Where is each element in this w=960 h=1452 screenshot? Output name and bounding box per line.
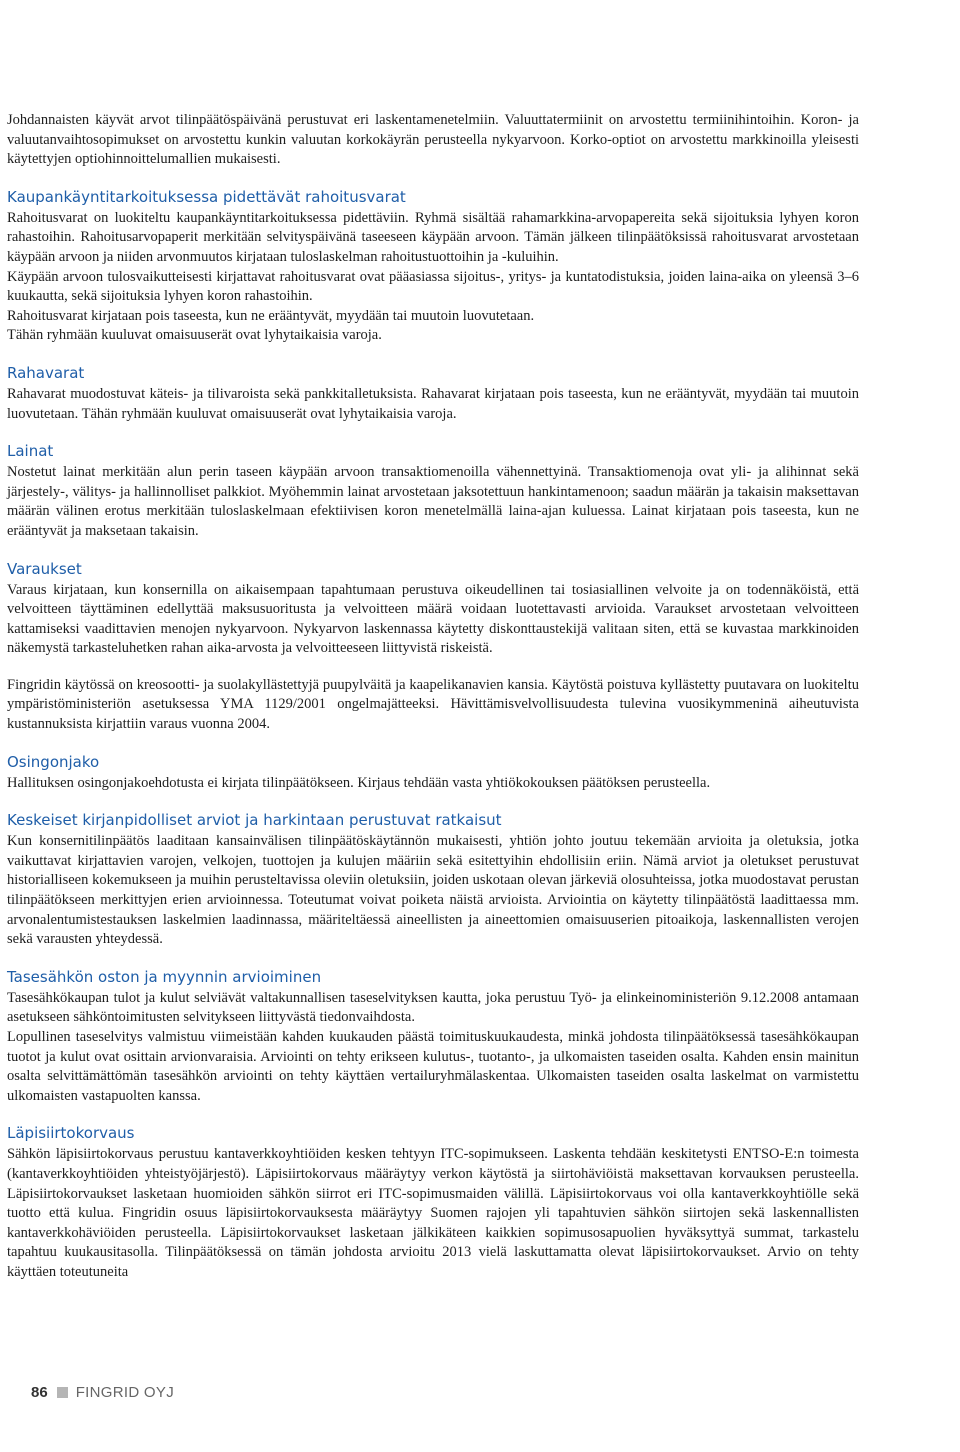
body-paragraph: Lopullinen taseselvitys valmistuu viimeistään kahden kuukauden päästä toimituskuukaudesta, minkä johdosta tilinpäätöksessä tasesähkökaupan tuotot ja kulut ovat osittain arvionvaraisia. Arviointi on tehty erikseen kulutus-, tuotanto-, ja ulkomaisten taseiden osalta. Kahden ensin mainitun osalta selvittämättömän tasesähkön arviointi on tehty käyttäen vertailuryhmälaskentaa. Ulkomaisten taseiden osalta laskelmat on varmistettu ulkomaisten vastapuolten kanssa. [7, 1029, 859, 1104]
section-imbalance-power [7, 967, 859, 1107]
section-provisions [7, 559, 859, 735]
body-paragraph: Käypään arvoon tulosvaikutteisesti kirjattavat rahoitusvarat ovat pääasiassa sijoitus-, yritys- ja kuntatodistuksia, joiden laina-aika on yleensä 3–6 kuukautta, sekä sijoituksia lyhyen koron rahastoihin. [7, 268, 859, 305]
section-heading: Rahavarat [7, 363, 85, 382]
page-footer [31, 1384, 174, 1401]
section-heading: Keskeiset kirjanpidolliset arviot ja harkintaan perustuvat ratkaisut [7, 811, 502, 830]
square-icon [57, 1387, 68, 1398]
body-paragraph: Rahoitusvarat kirjataan pois taseesta, kun ne erääntyvät, myydään tai muutoin luovutetaan. [7, 307, 535, 324]
section-cash [7, 363, 859, 424]
body-paragraph: Rahoitusvarat on luokiteltu kaupankäyntitarkoituksessa pidettäviin. Ryhmä sisältää rahamarkkina-arvopapereita sekä sijoituksia lyhyen koron rahastoihin. Rahoitusarvopaperit merkitään selvityspäivänä taseeseen käypään arvoon. Tämän jälkeen tilinpäätöksissä rahoitusvarat arvostetaan käypään arvoon ja niiden arvonmuutos kirjataan tuloslaskelman rahoitustuottoihin ja -kuluihin. [7, 209, 859, 265]
body-paragraph: Hallituksen osingonjakoehdotusta ei kirjata tilinpäätökseen. Kirjaus tehdään vasta yhtiökokouksen päätöksen perusteella. [7, 774, 711, 791]
section-loans [7, 441, 859, 541]
section-estimates [7, 810, 859, 950]
body-paragraph: Tähän ryhmään kuuluvat omaisuuserät ovat lyhytaikaisia varoja. [7, 327, 382, 344]
section-trading-assets [7, 187, 859, 346]
document-body [7, 111, 859, 1283]
section-heading: Läpisiirtokorvaus [7, 1124, 135, 1143]
body-paragraph: Nostetut lainat merkitään alun perin taseen käypään arvoon transaktiomenoilla vähennettyinä. Transaktiomenoja ovat yli- ja alihinnat sekä järjestely-, välitys- ja hallinnolliset palkkiot. Myöhemmin lainat arvostetaan jaksotettuun hankintamenoon; saadun määrän ja takaisin maksettavan määrän välinen erotus merkitään tuloslaskelmaan efektiivisen koron menetelmällä laina-ajan kuluessa. Lainat kirjataan pois taseesta, kun ne erääntyvät ja maksetaan takaisin. [7, 464, 859, 539]
intro-paragraph: Johdannaisten käyvät arvot tilinpäätöspäivänä perustuvat eri laskentamenetelmiin. Valuuttatermiinit on arvostettu termiinihintoihin. Koron- ja valuutanvaihtosopimukset on arvostettu kunkin valuutan korkokäyrän perusteella nykyarvoon. Korko-optiot on arvostettu markkinoilla yleisesti käytettyjen optiohinnoittelumallien mukaisesti. [7, 112, 859, 168]
body-paragraph: Tasesähkökaupan tulot ja kulut selviävät valtakunnallisen taseselvityksen kautta, joka perustuu Työ- ja elinkeinoministeriön 9.12.2008 antamaan asetukseen sähköntoimitusten selvitykseen liittyvästä tiedonvaihdosta. [7, 989, 859, 1026]
body-paragraph: Fingridin käytössä on kreosootti- ja suolakyllästettyjä puupylväitä ja kaapelikanavien kansia. Käytöstä poistuva kyllästetty puutavara on luokiteltu ympäristöministeriön asetuksessa YMA 1129/2001 ongelmajätteeksi. Hävittämisvelvollisuudesta tulevina vuosikymmeninä aiheutuvista kustannuksista kirjattiin varaus vuonna 2004. [7, 676, 859, 733]
body-paragraph: Sähkön läpisiirtokorvaus perustuu kantaverkkoyhtiöiden kesken tehtyyn ITC-sopimukseen. Laskenta tehdään keskitetysti ENTSO-E:n toimesta (kantaverkkoyhtiöiden yhteistyöjärjestö). Läpisiirtokorvaus määräytyy verkon käytöstä ja siirtohäviöistä maksettavan korvauksen perusteella. Läpisiirtokorvaukset lasketaan huomioiden sähkön siirrot eri ITC-sopimusmaiden välillä. Läpisiirtokorvaus voi olla kantaverkkoyhtiölle sekä tuotto että kulua. Fingridin osuus läpisiirtokorvauksesta määräytyy Suomen rajojen yli tapahtuvien sähkön siirtojen sekä laskennallisten kantaverkkohäviöiden perusteella. Läpisiirtokorvaukset lasketaan jälkikäteen kaikkien sopimusosapuolien hyväksyttyä summat, tarkastelu tapahtuu kuukausitasolla. Tilinpäätöksessä on tämän johdosta arvioitu 2013 vielä laskuttamatta olevat läpisiirtokorvaukset. Arvio on tehty käyttäen toteutuneita [7, 1146, 859, 1280]
body-paragraph: Rahavarat muodostuvat käteis- ja tilivaroista sekä pankkitalletuksista. Rahavarat kirjataan pois taseesta, kun ne erääntyvät, myydään tai muutoin luovutetaan. Tähän ryhmään kuuluvat omaisuuserät ovat lyhytaikaisia varoja. [7, 385, 859, 422]
section-heading: Kaupankäyntitarkoituksessa pidettävät rahoitusvarat [7, 187, 406, 206]
section-heading: Tasesähkön oston ja myynnin arvioiminen [7, 967, 322, 986]
section-dividends [7, 752, 859, 794]
company-name: FINGRID OYJ [75, 1384, 174, 1401]
body-paragraph: Varaus kirjataan, kun konsernilla on aikaisempaan tapahtumaan perustuva oikeudellinen tai tosiasiallinen velvoite ja on todennäköistä, että velvoitteen täyttäminen edellyttää maksusuoritusta ja velvoitteen määrä voidaan luotettavasti arvioida. Varaukset arvostetaan velvoitteen kattamiseksi vaadittavien menojen nykyarvoon. Nykyarvon laskennassa käytetty diskonttaustekijä valitaan siten, että se kuvastaa markkinoiden näkemystä tarkasteluhetken rahan aika-arvosta ja velvoitteeseen liittyvistä riskeistä. [7, 581, 859, 657]
section-heading: Varaukset [7, 559, 82, 578]
page-number: 86 [31, 1384, 48, 1401]
paragraph-spacer [7, 659, 859, 676]
section-heading: Lainat [7, 442, 54, 461]
section-heading: Osingonjako [7, 752, 100, 771]
section-transit-compensation [7, 1123, 859, 1282]
body-paragraph: Kun konsernitilinpäätös laaditaan kansainvälisen tilinpäätöskäytännön mukaisesti, yhtiön johto joutuu tekemään arvioita ja oletuksia, jotka vaikuttavat kirjattavien varojen, velkojen, tuottojen ja kulujen määriin sekä esitettyihin ehdollisiin eriin. Nämä arviot ja oletukset perustuvat historialliseen kokemukseen ja muihin perusteltavissa oleviin oletuksiin, joiden uskotaan olevan järkeviä olosuhteissa, jotka muodostavat perustan tilinpäätökseen merkittyjen erien arvioinnessa. Toteutumat voivat poiketa näistä arvioista. Arviointia on käytetty tilinpäätöstä laadittaessa mm. arvonalentumistestauksen laskelmien laadinnassa, määriteltäessä aineellisten ja aineettomien omaisuuserien pitoaikoja, laskennallisten verojen sekä varausten yhteydessä. [7, 833, 859, 948]
